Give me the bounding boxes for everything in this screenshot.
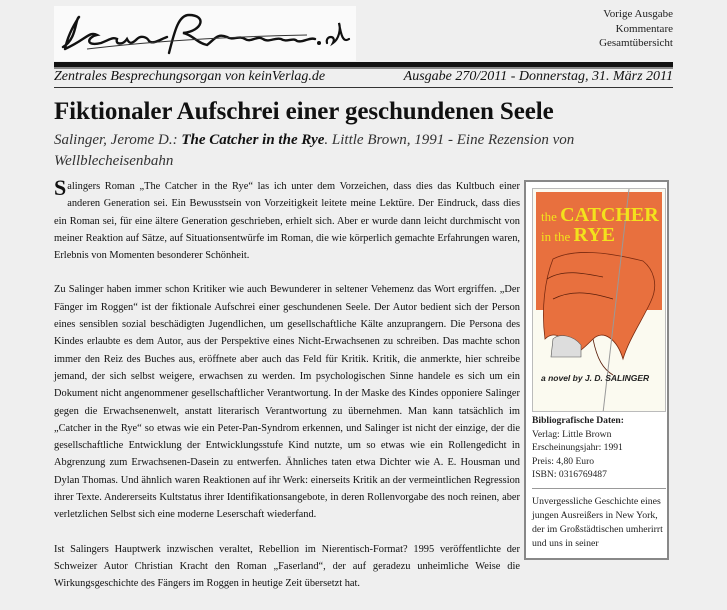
- subtitle-author: Salinger, Jerome D.:: [54, 132, 182, 148]
- biblio-heading: Bibliografische Daten:: [532, 415, 624, 426]
- book-cover-image[interactable]: [532, 188, 666, 412]
- biblio-divider: [532, 488, 666, 489]
- book-blurb: Unvergessliche Geschichte eines jungen Ausreißers in New York, der im Großstädtischen umherirrt und uns in seiner: [532, 495, 663, 549]
- masthead-rule-bottom: [54, 87, 673, 88]
- masthead: [54, 67, 673, 87]
- nav-link-kommentare[interactable]: Kommentare: [615, 22, 673, 35]
- book-info-sidebar: [524, 180, 669, 560]
- bibliographic-data: [532, 414, 666, 551]
- site-logo[interactable]: [54, 6, 356, 61]
- subtitle-rest: . Little Brown, 1991 - Eine Rezension von Wellblecheisenbahn: [54, 132, 575, 169]
- nav-link-gesamtuebersicht[interactable]: Gesamtübersicht: [599, 37, 673, 49]
- cover-title: the CATCHER in the RYE: [541, 204, 659, 246]
- article-paragraph: Ist Salingers Hauptwerk inzwischen veraltet, Rebellion im Nierentisch-Format? 1995 veröffentlichte der Schweizer Autor Christian Kracht den Roman „Faserland“, der auf geradezu unheimliche Weise die Wirkungsgeschichte des Fängers im Roggen in heutige Zeit übersetzt hat.: [54, 543, 520, 590]
- tagline: Zentrales Besprechungsorgan von keinVerlag.de: [54, 69, 326, 84]
- cover-byline: a novel by J. D. SALINGER: [541, 373, 650, 383]
- top-navigation: [599, 7, 673, 51]
- biblio-publisher: Verlag: Little Brown: [532, 428, 612, 440]
- article-title: Fiktionaler Aufschrei einer geschundenen Seele: [54, 98, 554, 125]
- biblio-isbn: ISBN: 0316769487: [532, 469, 607, 480]
- dropcap: S: [54, 175, 67, 200]
- article-paragraph: Salingers Roman „The Catcher in the Rye“ las ich unter dem Vorzeichen, dass dies das Kultbuch einer anderen Generation sei. Ein Bewusstsein von Vorzeitigkeit leitete meine Lektüre. Der Eindruck, dass dies ein Roman sei, für eine ältere Generation geschrieben, erhielt sich. Aber er wurde dann leicht durchmischt von meiner Reaktion auf Sätze, auf Situationsentwürfe im Roman, die wie körperlich gemachte Erfahrungen waren, Erlebnis von Momenten besonderer Schönheit.: [54, 175, 520, 262]
- nav-link-vorige-ausgabe[interactable]: Vorige Ausgabe: [603, 8, 673, 20]
- subtitle-book-title: The Catcher in the Rye: [181, 132, 325, 148]
- article-subtitle: [54, 130, 614, 172]
- biblio-price: Preis: 4,80 Euro: [532, 455, 595, 467]
- article-paragraph: Zu Salinger haben immer schon Kritiker wie auch Bewunderer in seltener Vehemenz das Wort ergriffen. „Der Fänger im Roggen“ ist der fiktionale Aufschrei einer geschundenen Seele. Der Autor bedient sich der Person eines sensiblen sozial beschädigten Jugendlichen, um gesellschaftliche Kälte anzuprangern. Die Persona des Kindes erlaubte es dem Autor, aus der Perspektive eines Nicht-Erwachsenen zu schreiben. Das machte schon immer den Reiz des Buches aus, eröffnete aber auch das Feld für Kritik. Kritik, die anmerkte, hier schreibe jemand, der sich selbst weigere, erwachsen zu werden. Im psychologischen Sinne handele es sich um ein Dokument nicht angenommener gesellschaftlicher Verantwortung. In der Maske des Kindes opponiere Salinger gegen die Erwachsenenwelt, anstatt literarisch Verantwortung zu übernehmen. Man kann tatsächlich im „Catcher in the Rye“ so etwas wie ein Peter-Pan-Syndrom erkennen, und Salinger ist nicht der einzige, der die gesellschaftliche Entwicklung der Entwicklungsstufe Kind nutzte, um so etwas wie ein Rollengedicht in Abgrenzung zum Erwachsenen-Dasein zu entwerfen. Ähnliches taten etwa Dichter wie A. E. Housman und Dylan Thomas. Und ähnlich waren Reaktionen auf ihr Werk: einerseits Kritik an der vermeintlichen Regression ihrer Texte. Andererseits Kultstatus ihrer Identifikationsangebote, in deren Rollenvorgabe des noch reinen, aber verletzlichen Selbst sich eine moderne Leserschaft wiederfand.: [54, 284, 520, 521]
- issue-date: Ausgabe 270/2011 - Donnerstag, 31. März 2011: [403, 69, 673, 84]
- biblio-year: Erscheinungsjahr: 1991: [532, 442, 623, 453]
- logo-signature-icon: [57, 9, 353, 59]
